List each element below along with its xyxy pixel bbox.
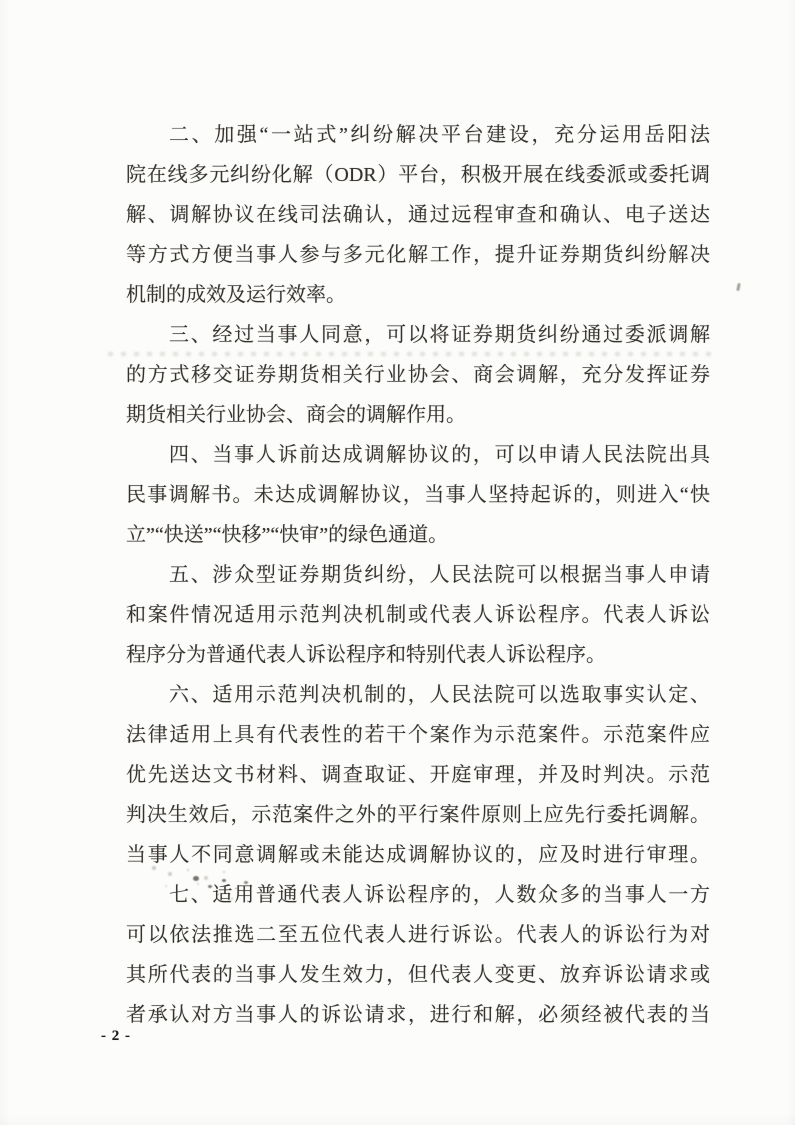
text-line: 可以依法推选二至五位代表人进行诉讼。代表人的诉讼行为对 <box>126 924 710 946</box>
text-line: 等方式方便当事人参与多元化解工作，提升证券期货纠纷解决 <box>126 244 710 266</box>
text-line: 期货相关行业协会、商会的调解作用。 <box>126 404 466 426</box>
text-line: 法律适用上具有代表性的若干个案作为示范案件。示范案件应 <box>126 724 710 746</box>
paragraph <box>126 115 710 315</box>
text-line: 七、适用普通代表人诉讼程序的，人数众多的当事人一方 <box>169 884 710 906</box>
text-line: 者承认对方当事人的诉讼请求，进行和解，必须经被代表的当 <box>126 1004 710 1026</box>
document-body <box>126 115 710 1035</box>
paragraph <box>126 675 710 875</box>
paragraph <box>126 555 710 675</box>
paragraph <box>126 435 710 555</box>
text-line: 和案件情况适用示范判决机制或代表人诉讼程序。代表人诉讼 <box>126 604 710 626</box>
text-line: 四、当事人诉前达成调解协议的，可以申请人民法院出具 <box>169 444 710 466</box>
text-line: 二、加强“一站式”纠纷解决平台建设，充分运用岳阳法 <box>169 124 710 146</box>
text-line: 判决生效后，示范案件之外的平行案件原则上应先行委托调解。 <box>126 804 710 826</box>
text-line: 程序分为普通代表人诉讼程序和特别代表人诉讼程序。 <box>126 644 606 666</box>
text-line: 立”“快送”“快移”“快审”的绿色通道。 <box>126 524 449 546</box>
text-line: 民事调解书。未达成调解协议，当事人坚持起诉的，则进入“快 <box>126 484 710 506</box>
text-line: 解、调解协议在线司法确认，通过远程审查和确认、电子送达 <box>126 204 710 226</box>
page-number: - 2 - <box>101 1028 131 1044</box>
paragraph <box>126 315 710 435</box>
text-line: 的方式移交证券期货相关行业协会、商会调解，充分发挥证券 <box>126 364 710 386</box>
text-line: 六、适用示范判决机制的，人民法院可以选取事实认定、 <box>169 684 710 706</box>
text-line: 五、涉众型证券期货纠纷，人民法院可以根据当事人申请 <box>169 564 710 586</box>
paragraph <box>126 875 710 1035</box>
scan-speck-artifact <box>736 283 741 291</box>
text-line: 优先送达文书材料、调查取证、开庭审理，并及时判决。示范 <box>126 764 710 786</box>
text-line: 院在线多元纠纷化解（ODR）平台，积极开展在线委派或委托调 <box>126 164 710 186</box>
text-line: 当事人不同意调解或未能达成调解协议的，应及时进行审理。 <box>126 844 710 866</box>
text-line: 其所代表的当事人发生效力，但代表人变更、放弃诉讼请求或 <box>126 964 710 986</box>
text-line: 机制的成效及运行效率。 <box>126 284 346 306</box>
text-line: 三、经过当事人同意，可以将证券期货纠纷通过委派调解 <box>169 324 710 346</box>
